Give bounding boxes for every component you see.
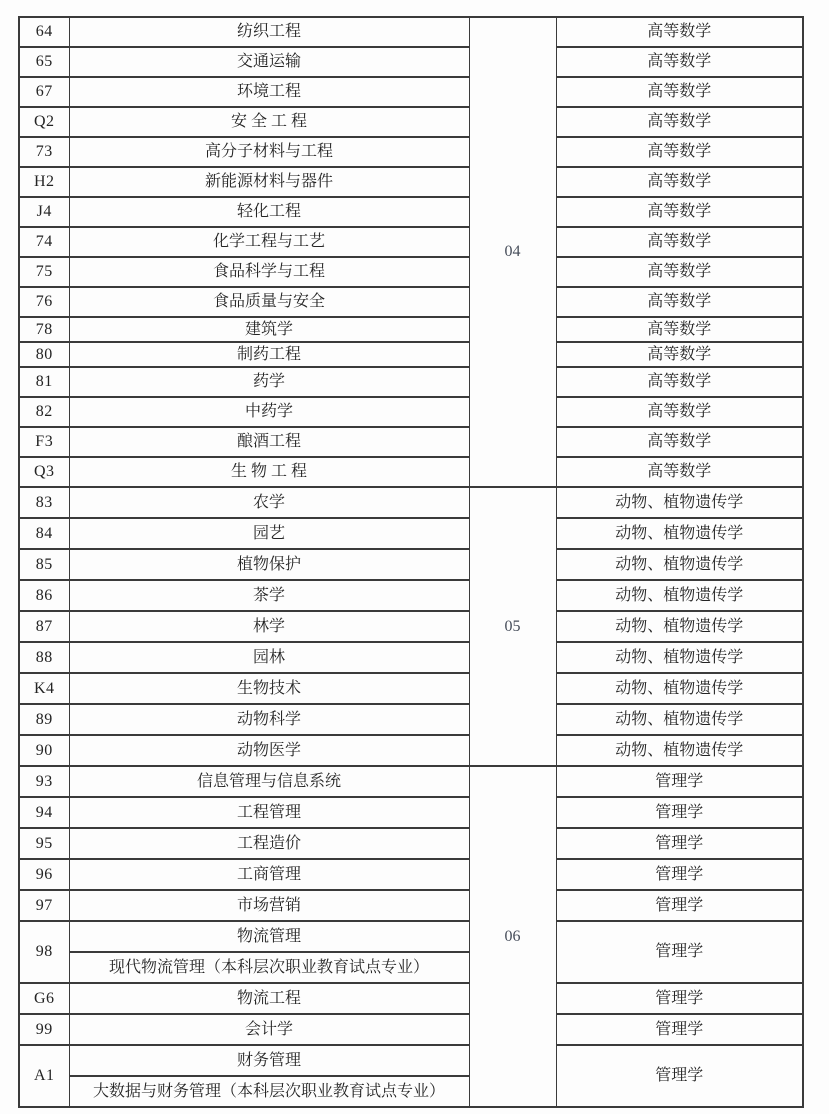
subject-cell: 管理学 xyxy=(556,890,803,921)
table-row xyxy=(19,549,803,580)
subject-cell: 管理学 xyxy=(556,983,803,1014)
code-cell: 95 xyxy=(19,828,69,859)
major-cell: 物流管理 xyxy=(69,921,469,952)
code-cell: 83 xyxy=(19,487,69,518)
subject-cell: 管理学 xyxy=(556,797,803,828)
exam-subject-table xyxy=(18,16,804,1108)
table-row xyxy=(19,107,803,137)
code-cell: 93 xyxy=(19,766,69,797)
code-cell: 65 xyxy=(19,47,69,77)
table-row xyxy=(19,828,803,859)
major-cell: 轻化工程 xyxy=(69,197,469,227)
table-row xyxy=(19,287,803,317)
table-row xyxy=(19,1045,803,1076)
subject-cell: 管理学 xyxy=(556,828,803,859)
major-cell: 工程管理 xyxy=(69,797,469,828)
code-cell: J4 xyxy=(19,197,69,227)
major-cell: 化学工程与工艺 xyxy=(69,227,469,257)
code-cell: 94 xyxy=(19,797,69,828)
code-cell: 88 xyxy=(19,642,69,673)
code-cell: 74 xyxy=(19,227,69,257)
major-cell: 茶学 xyxy=(69,580,469,611)
subject-cell: 动物、植物遗传学 xyxy=(556,580,803,611)
table-row xyxy=(19,367,803,397)
code-cell: 98 xyxy=(19,921,69,983)
major-cell: 物流工程 xyxy=(69,983,469,1014)
major-cell: 纺织工程 xyxy=(69,17,469,47)
code-cell: 96 xyxy=(19,859,69,890)
major-cell: 食品质量与安全 xyxy=(69,287,469,317)
subject-cell: 高等数学 xyxy=(556,427,803,457)
major-cell: 园艺 xyxy=(69,518,469,549)
code-cell: 75 xyxy=(19,257,69,287)
table-row xyxy=(19,487,803,518)
table-row xyxy=(19,1014,803,1045)
subject-cell: 高等数学 xyxy=(556,77,803,107)
subject-cell: 管理学 xyxy=(556,859,803,890)
subject-cell: 高等数学 xyxy=(556,137,803,167)
subject-cell: 动物、植物遗传学 xyxy=(556,611,803,642)
major-cell: 中药学 xyxy=(69,397,469,427)
subject-cell: 动物、植物遗传学 xyxy=(556,704,803,735)
table-row xyxy=(19,797,803,828)
major-cell: 林学 xyxy=(69,611,469,642)
subject-cell: 高等数学 xyxy=(556,457,803,487)
table-row xyxy=(19,317,803,342)
subject-cell: 高等数学 xyxy=(556,227,803,257)
group-cell: 04 xyxy=(469,17,556,487)
table-body xyxy=(19,17,803,1107)
subject-cell: 动物、植物遗传学 xyxy=(556,673,803,704)
code-cell: 81 xyxy=(19,367,69,397)
major-cell: 植物保护 xyxy=(69,549,469,580)
table-row xyxy=(19,77,803,107)
code-cell: K4 xyxy=(19,673,69,704)
major-cell: 动物科学 xyxy=(69,704,469,735)
group-cell: 06 xyxy=(469,766,556,1107)
major-cell: 高分子材料与工程 xyxy=(69,137,469,167)
code-cell: 73 xyxy=(19,137,69,167)
subject-cell: 管理学 xyxy=(556,1045,803,1107)
subject-cell: 高等数学 xyxy=(556,197,803,227)
table-row xyxy=(19,642,803,673)
major-cell: 信息管理与信息系统 xyxy=(69,766,469,797)
subject-cell: 动物、植物遗传学 xyxy=(556,549,803,580)
subject-cell: 高等数学 xyxy=(556,167,803,197)
table-row xyxy=(19,890,803,921)
table-row xyxy=(19,580,803,611)
code-cell: 89 xyxy=(19,704,69,735)
code-cell: 87 xyxy=(19,611,69,642)
major-cell: 园林 xyxy=(69,642,469,673)
code-cell: 80 xyxy=(19,342,69,367)
major-cell: 药学 xyxy=(69,367,469,397)
subject-cell: 高等数学 xyxy=(556,342,803,367)
group-cell: 05 xyxy=(469,487,556,766)
code-cell: 86 xyxy=(19,580,69,611)
major-cell: 生物技术 xyxy=(69,673,469,704)
table-row xyxy=(19,859,803,890)
major-cell: 酿酒工程 xyxy=(69,427,469,457)
major-cell: 现代物流管理（本科层次职业教育试点专业） xyxy=(69,952,469,983)
subject-cell: 动物、植物遗传学 xyxy=(556,487,803,518)
table-row xyxy=(19,17,803,47)
table-row xyxy=(19,342,803,367)
table-row xyxy=(19,457,803,487)
table-row xyxy=(19,704,803,735)
subject-cell: 管理学 xyxy=(556,921,803,983)
major-cell: 生 物 工 程 xyxy=(69,457,469,487)
major-cell: 交通运输 xyxy=(69,47,469,77)
subject-cell: 高等数学 xyxy=(556,397,803,427)
subject-cell: 动物、植物遗传学 xyxy=(556,518,803,549)
table-row xyxy=(19,921,803,952)
table-row xyxy=(19,518,803,549)
subject-cell: 动物、植物遗传学 xyxy=(556,642,803,673)
major-cell: 会计学 xyxy=(69,1014,469,1045)
table-row xyxy=(19,197,803,227)
major-cell: 安 全 工 程 xyxy=(69,107,469,137)
code-cell: 82 xyxy=(19,397,69,427)
subject-cell: 动物、植物遗传学 xyxy=(556,735,803,766)
major-cell: 制药工程 xyxy=(69,342,469,367)
code-cell: 67 xyxy=(19,77,69,107)
major-cell: 农学 xyxy=(69,487,469,518)
table-row xyxy=(19,257,803,287)
code-cell: 64 xyxy=(19,17,69,47)
major-cell: 市场营销 xyxy=(69,890,469,921)
code-cell: Q3 xyxy=(19,457,69,487)
table-row xyxy=(19,227,803,257)
code-cell: 76 xyxy=(19,287,69,317)
code-cell: H2 xyxy=(19,167,69,197)
major-cell: 工商管理 xyxy=(69,859,469,890)
subject-cell: 高等数学 xyxy=(556,317,803,342)
major-cell: 食品科学与工程 xyxy=(69,257,469,287)
subject-cell: 高等数学 xyxy=(556,47,803,77)
major-cell: 新能源材料与器件 xyxy=(69,167,469,197)
major-cell: 财务管理 xyxy=(69,1045,469,1076)
subject-cell: 管理学 xyxy=(556,1014,803,1045)
subject-cell: 高等数学 xyxy=(556,257,803,287)
code-cell: A1 xyxy=(19,1045,69,1107)
table-row xyxy=(19,427,803,457)
major-cell: 环境工程 xyxy=(69,77,469,107)
subject-cell: 高等数学 xyxy=(556,287,803,317)
code-cell: Q2 xyxy=(19,107,69,137)
table-row xyxy=(19,766,803,797)
subject-cell: 高等数学 xyxy=(556,367,803,397)
code-cell: G6 xyxy=(19,983,69,1014)
major-cell: 工程造价 xyxy=(69,828,469,859)
code-cell: 84 xyxy=(19,518,69,549)
code-cell: F3 xyxy=(19,427,69,457)
subject-cell: 高等数学 xyxy=(556,17,803,47)
subject-cell: 管理学 xyxy=(556,766,803,797)
table-row xyxy=(19,673,803,704)
major-cell: 建筑学 xyxy=(69,317,469,342)
table-row xyxy=(19,735,803,766)
code-cell: 90 xyxy=(19,735,69,766)
major-cell: 大数据与财务管理（本科层次职业教育试点专业） xyxy=(69,1076,469,1107)
table-row xyxy=(19,137,803,167)
code-cell: 85 xyxy=(19,549,69,580)
major-cell: 动物医学 xyxy=(69,735,469,766)
table-row xyxy=(19,47,803,77)
subject-cell: 高等数学 xyxy=(556,107,803,137)
table-row xyxy=(19,983,803,1014)
code-cell: 97 xyxy=(19,890,69,921)
table-row xyxy=(19,397,803,427)
code-cell: 78 xyxy=(19,317,69,342)
table-row xyxy=(19,167,803,197)
code-cell: 99 xyxy=(19,1014,69,1045)
table-row xyxy=(19,611,803,642)
